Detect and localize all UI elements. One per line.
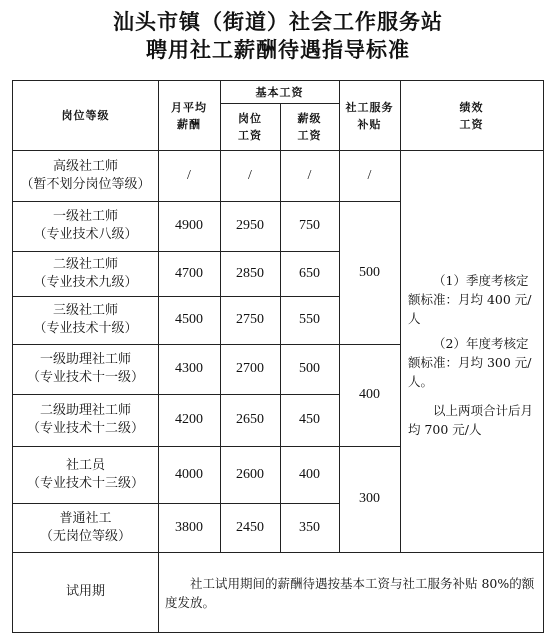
salary-standard-table — [12, 80, 544, 633]
allowance-senior: / — [367, 167, 372, 183]
monthly-value: 4500 — [175, 312, 203, 327]
grade-level2-social-worker: 二级社工师 （专业技术九级） — [33, 256, 138, 290]
document-title-line1: 汕头市镇（街道）社会工作服务站 — [113, 9, 443, 34]
performance-annual-note: （2）年度考核定额标准：月均 300 元/人。 — [408, 336, 532, 389]
grade-general-social-worker: 普通社工 （无岗位等级） — [39, 510, 131, 544]
grade-salary-value: 650 — [299, 265, 320, 281]
document-title-line2: 聘用社工薪酬待遇指导标准 — [146, 37, 410, 62]
post-salary-value: 2450 — [236, 519, 264, 535]
monthly-value: 3800 — [175, 519, 203, 535]
post-salary-value: 2700 — [236, 361, 264, 376]
header-service-allowance: 社工服务 补贴 — [345, 100, 394, 131]
post-salary-value: 2650 — [236, 412, 264, 427]
post-salary-value: 2600 — [236, 466, 264, 482]
grade-senior-social-worker: 高级社工师 （暂不划分岗位等级） — [20, 158, 151, 192]
grade-salary-value: / — [307, 167, 312, 183]
allowance-group1: 500 — [359, 264, 380, 280]
grade-social-work-staff: 社工员 （专业技术十三级） — [26, 457, 144, 491]
monthly-value: 4000 — [175, 466, 203, 482]
grade-salary-value: 750 — [299, 218, 320, 233]
header-basic-salary: 基本工资 — [255, 85, 304, 99]
post-salary-value: 2850 — [236, 265, 264, 281]
grade-salary-value: 450 — [299, 412, 320, 427]
grade-salary-value: 500 — [299, 361, 320, 376]
post-salary-value: / — [248, 167, 252, 183]
probation-label: 试用期 — [65, 584, 105, 599]
performance-salary-note — [408, 271, 538, 445]
monthly-value: 4900 — [175, 218, 203, 233]
header-grade-salary: 薪级 工资 — [297, 111, 322, 142]
allowance-group3: 300 — [359, 491, 380, 506]
header-position-grade: 岗位等级 — [61, 109, 110, 122]
monthly-value: 4300 — [175, 361, 203, 376]
probation-rule-text: 社工试用期间的薪酬待遇按基本工资与社工服务补贴 80%的额度发放。 — [165, 576, 535, 610]
performance-quarterly-note: （1）季度考核定额标准：月均 400 元/人 — [408, 273, 532, 326]
monthly-value: / — [187, 167, 191, 183]
grade-salary-value: 350 — [299, 519, 320, 535]
grade-salary-value: 550 — [299, 312, 320, 327]
grade-salary-value: 400 — [299, 466, 320, 482]
post-salary-value: 2950 — [236, 218, 264, 233]
monthly-value: 4700 — [175, 265, 203, 281]
header-performance-salary: 绩效 工资 — [459, 100, 484, 131]
performance-total-note: 以上两项合计后月均 700 元/人 — [408, 403, 534, 437]
header-post-salary: 岗位 工资 — [238, 111, 262, 142]
allowance-group2: 400 — [359, 387, 380, 402]
grade-assistant-level2: 二级助理社工师 （专业技术十二级） — [26, 403, 144, 436]
grade-level1-social-worker: 一级社工师 （专业技术八级） — [33, 209, 138, 242]
grade-level3-social-worker: 三级社工师 （专业技术十级） — [33, 303, 138, 336]
monthly-value: 4200 — [175, 412, 203, 427]
post-salary-value: 2750 — [236, 312, 264, 327]
grade-assistant-level1: 一级助理社工师 （专业技术十一级） — [26, 352, 144, 385]
header-monthly-average: 月平均 薪酬 — [171, 100, 207, 131]
